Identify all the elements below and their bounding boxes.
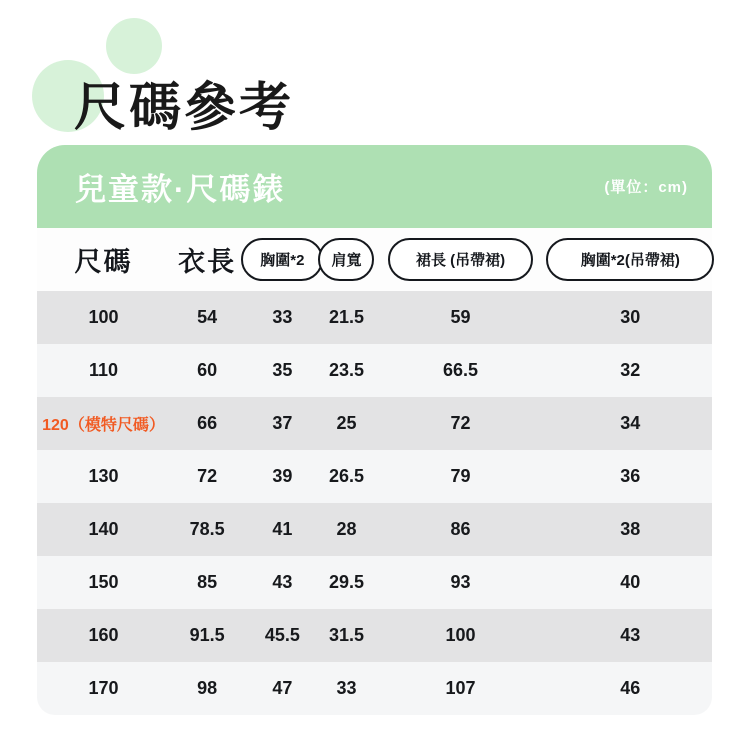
table-row [37, 450, 712, 503]
value-cell: 46 [620, 678, 641, 698]
size-table-body [37, 291, 712, 715]
size-cell: 100 [88, 307, 119, 327]
value-cell: 91.5 [189, 625, 225, 645]
value-cell: 59 [450, 307, 471, 327]
column-header-skirt-length [372, 238, 548, 281]
value-cell: 40 [620, 572, 641, 592]
value-cell: 45.5 [264, 625, 300, 645]
value-cell: 23.5 [328, 360, 364, 380]
card-header [37, 145, 712, 228]
value-cell: 86 [450, 519, 471, 539]
value-cell: 60 [197, 360, 218, 380]
column-header-chest-strap-dress [549, 238, 712, 281]
value-cell: 43 [620, 625, 641, 645]
column-header-length-label: 衣長 [178, 247, 237, 277]
value-cell: 78.5 [189, 519, 225, 539]
column-header-length [170, 240, 244, 279]
value-cell: 72 [450, 413, 471, 433]
size-cell: 130 [88, 466, 119, 486]
value-cell: 54 [197, 307, 218, 327]
size-cell: 150 [88, 572, 119, 592]
size-cell: 140 [88, 519, 119, 539]
value-cell: 33 [336, 678, 357, 698]
value-cell: 25 [336, 413, 357, 433]
value-cell: 72 [197, 466, 218, 486]
value-cell: 30 [620, 307, 641, 327]
card-header-title: 兒童款·尺碼錶 [75, 172, 286, 207]
table-row [37, 556, 712, 609]
value-cell: 38 [620, 519, 641, 539]
table-row [37, 503, 712, 556]
value-cell: 35 [272, 360, 293, 380]
column-header-skirt-length-pill: 裙長 (吊帶裙) [388, 238, 533, 281]
value-cell: 26.5 [328, 466, 364, 486]
decor-circle-small [106, 18, 162, 74]
table-row [37, 344, 712, 397]
table-row [37, 291, 712, 344]
value-cell: 41 [272, 519, 293, 539]
page-title: 尺碼參考 [74, 78, 295, 137]
column-header-shoulder [320, 238, 372, 281]
size-cell: 120（模特尺碼） [42, 417, 165, 434]
table-row [37, 609, 712, 662]
value-cell: 66 [197, 413, 218, 433]
value-cell: 37 [272, 413, 293, 433]
value-cell: 29.5 [328, 572, 364, 592]
value-cell: 28 [336, 519, 357, 539]
value-cell: 93 [450, 572, 471, 592]
unit-label: (單位：cm) [604, 179, 688, 196]
value-cell: 98 [197, 678, 218, 698]
value-cell: 21.5 [328, 307, 364, 327]
column-header-chest-strap-dress-pill: 胸圍*2(吊帶裙) [546, 238, 714, 281]
value-cell: 34 [620, 413, 641, 433]
value-cell: 32 [620, 360, 641, 380]
size-cell: 110 [88, 360, 118, 380]
value-cell: 43 [272, 572, 293, 592]
size-cell: 170 [88, 678, 119, 698]
column-header-chest-pill: 胸圍*2 [241, 238, 323, 281]
size-chart-card [37, 145, 712, 715]
value-cell: 47 [272, 678, 293, 698]
value-cell: 79 [450, 466, 471, 486]
size-cell: 160 [88, 625, 119, 645]
value-cell: 107 [445, 678, 476, 698]
value-cell: 85 [197, 572, 218, 592]
value-cell: 31.5 [328, 625, 364, 645]
value-cell: 33 [272, 307, 293, 327]
column-header-size [37, 240, 170, 279]
table-row [37, 397, 712, 450]
column-header-chest [244, 238, 320, 281]
value-cell: 100 [445, 625, 476, 645]
value-cell: 36 [620, 466, 641, 486]
table-header-row [37, 228, 712, 291]
value-cell: 66.5 [443, 360, 479, 380]
column-header-shoulder-pill: 肩寬 [318, 238, 374, 281]
value-cell: 39 [272, 466, 293, 486]
column-header-size-label: 尺碼 [74, 247, 133, 277]
table-row [37, 662, 712, 715]
